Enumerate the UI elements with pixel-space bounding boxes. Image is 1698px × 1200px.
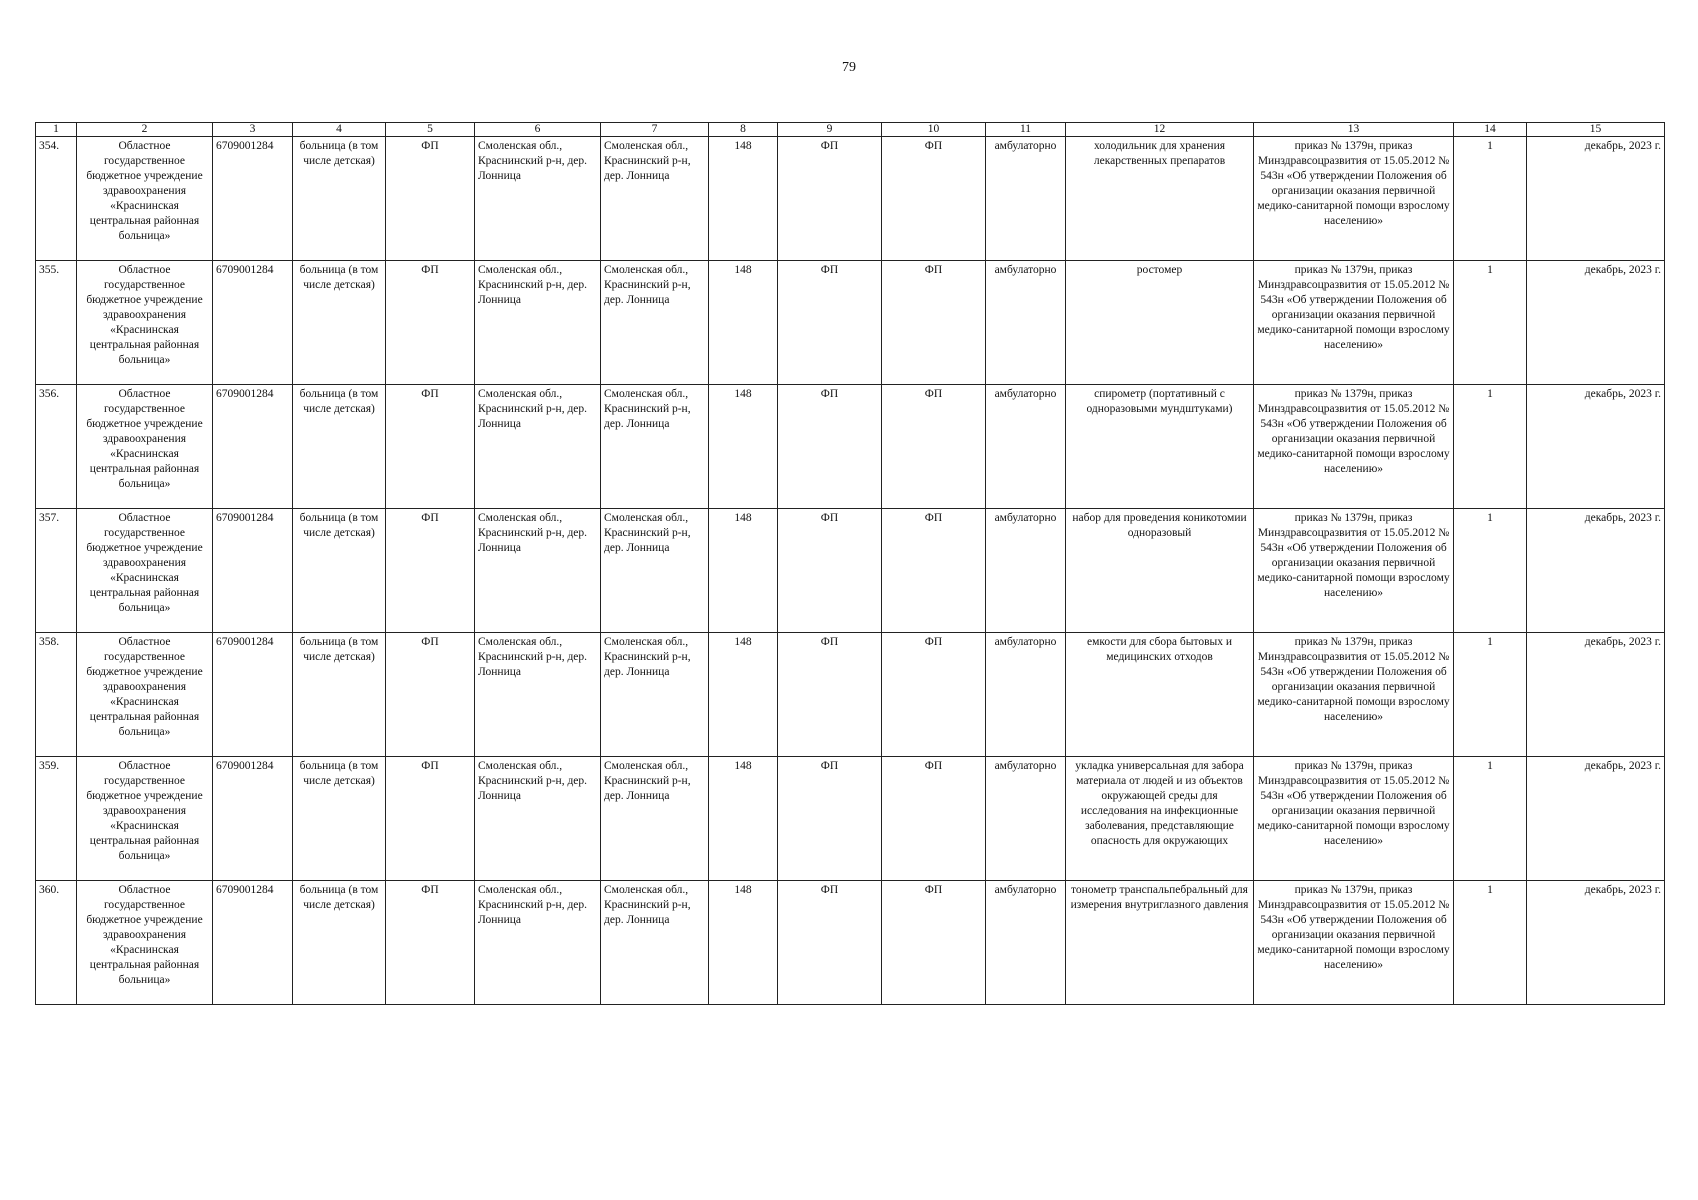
institution-name: Областное государственное бюджетное учреждение здравоохранения «Краснинская центральная районная больница» — [77, 261, 213, 385]
column-header: 12 — [1066, 123, 1254, 137]
unit-type: ФП — [386, 633, 475, 757]
address: Смоленская обл., Краснинский р-н, дер. Лонница — [475, 385, 601, 509]
inn: 6709001284 — [213, 509, 293, 633]
inn: 6709001284 — [213, 633, 293, 757]
inn: 6709001284 — [213, 881, 293, 1005]
quantity: 1 — [1454, 633, 1527, 757]
unit-type: ФП — [778, 757, 882, 881]
table-row — [36, 633, 1665, 757]
institution-name: Областное государственное бюджетное учреждение здравоохранения «Краснинская центральная районная больница» — [77, 633, 213, 757]
facility-type: больница (в том числе детская) — [293, 633, 386, 757]
equipment-name: укладка универсальная для забора материала от людей и из объектов окружающей среды для исследования на инфекционные заболевания, представляющие опасность для окружающих — [1066, 757, 1254, 881]
column-header: 2 — [77, 123, 213, 137]
row-number: 355. — [36, 261, 77, 385]
care-mode: амбулаторно — [986, 509, 1066, 633]
population: 148 — [709, 385, 778, 509]
care-mode: амбулаторно — [986, 261, 1066, 385]
column-header: 14 — [1454, 123, 1527, 137]
equipment-name: холодильник для хранения лекарственных препаратов — [1066, 137, 1254, 261]
care-mode: амбулаторно — [986, 633, 1066, 757]
unit-type: ФП — [386, 881, 475, 1005]
address: Смоленская обл., Краснинский р-н, дер. Лонница — [601, 137, 709, 261]
unit-type: ФП — [386, 385, 475, 509]
table-row — [36, 509, 1665, 633]
quantity: 1 — [1454, 881, 1527, 1005]
unit-type: ФП — [778, 137, 882, 261]
address: Смоленская обл., Краснинский р-н, дер. Лонница — [475, 881, 601, 1005]
institution-name: Областное государственное бюджетное учреждение здравоохранения «Краснинская центральная районная больница» — [77, 757, 213, 881]
unit-type: ФП — [386, 137, 475, 261]
quantity: 1 — [1454, 385, 1527, 509]
facility-type: больница (в том числе детская) — [293, 261, 386, 385]
unit-type: ФП — [882, 757, 986, 881]
column-header: 1 — [36, 123, 77, 137]
population: 148 — [709, 509, 778, 633]
column-header: 10 — [882, 123, 986, 137]
equipment-name: тонометр транспальпебральный для измерения внутриглазного давления — [1066, 881, 1254, 1005]
column-header: 5 — [386, 123, 475, 137]
facility-type: больница (в том числе детская) — [293, 881, 386, 1005]
row-number: 359. — [36, 757, 77, 881]
column-header: 13 — [1254, 123, 1454, 137]
legal-basis: приказ № 1379н, приказ Минздравсоцразвития от 15.05.2012 № 543н «Об утверждении Положения об организации оказания первичной медико-санитарной помощи взрослому населению» — [1254, 633, 1454, 757]
legal-basis: приказ № 1379н, приказ Минздравсоцразвития от 15.05.2012 № 543н «Об утверждении Положения об организации оказания первичной медико-санитарной помощи взрослому населению» — [1254, 881, 1454, 1005]
unit-type: ФП — [778, 261, 882, 385]
population: 148 — [709, 137, 778, 261]
institution-name: Областное государственное бюджетное учреждение здравоохранения «Краснинская центральная районная больница» — [77, 385, 213, 509]
legal-basis: приказ № 1379н, приказ Минздравсоцразвития от 15.05.2012 № 543н «Об утверждении Положения об организации оказания первичной медико-санитарной помощи взрослому населению» — [1254, 757, 1454, 881]
row-number: 357. — [36, 509, 77, 633]
legal-basis: приказ № 1379н, приказ Минздравсоцразвития от 15.05.2012 № 543н «Об утверждении Положения об организации оказания первичной медико-санитарной помощи взрослому населению» — [1254, 509, 1454, 633]
table-row — [36, 137, 1665, 261]
population: 148 — [709, 757, 778, 881]
equipment-name: емкости для сбора бытовых и медицинских отходов — [1066, 633, 1254, 757]
quantity: 1 — [1454, 137, 1527, 261]
due-date: декабрь, 2023 г. — [1527, 509, 1665, 633]
equipment-name: спирометр (портативный с одноразовыми мундштуками) — [1066, 385, 1254, 509]
due-date: декабрь, 2023 г. — [1527, 261, 1665, 385]
unit-type: ФП — [778, 509, 882, 633]
facility-type: больница (в том числе детская) — [293, 509, 386, 633]
address: Смоленская обл., Краснинский р-н, дер. Лонница — [601, 757, 709, 881]
page-number: 79 — [842, 60, 856, 75]
facility-type: больница (в том числе детская) — [293, 385, 386, 509]
row-number: 354. — [36, 137, 77, 261]
column-header: 3 — [213, 123, 293, 137]
address: Смоленская обл., Краснинский р-н, дер. Лонница — [601, 633, 709, 757]
unit-type: ФП — [882, 881, 986, 1005]
table-row — [36, 385, 1665, 509]
due-date: декабрь, 2023 г. — [1527, 137, 1665, 261]
unit-type: ФП — [882, 385, 986, 509]
legal-basis: приказ № 1379н, приказ Минздравсоцразвития от 15.05.2012 № 543н «Об утверждении Положения об организации оказания первичной медико-санитарной помощи взрослому населению» — [1254, 385, 1454, 509]
inn: 6709001284 — [213, 385, 293, 509]
row-number: 356. — [36, 385, 77, 509]
unit-type: ФП — [882, 137, 986, 261]
institution-name: Областное государственное бюджетное учреждение здравоохранения «Краснинская центральная районная больница» — [77, 137, 213, 261]
unit-type: ФП — [386, 509, 475, 633]
institution-name: Областное государственное бюджетное учреждение здравоохранения «Краснинская центральная районная больница» — [77, 509, 213, 633]
table-row — [36, 757, 1665, 881]
due-date: декабрь, 2023 г. — [1527, 757, 1665, 881]
column-header: 6 — [475, 123, 601, 137]
population: 148 — [709, 261, 778, 385]
population: 148 — [709, 881, 778, 1005]
address: Смоленская обл., Краснинский р-н, дер. Лонница — [475, 757, 601, 881]
address: Смоленская обл., Краснинский р-н, дер. Лонница — [475, 509, 601, 633]
legal-basis: приказ № 1379н, приказ Минздравсоцразвития от 15.05.2012 № 543н «Об утверждении Положения об организации оказания первичной медико-санитарной помощи взрослому населению» — [1254, 137, 1454, 261]
address: Смоленская обл., Краснинский р-н, дер. Лонница — [601, 881, 709, 1005]
quantity: 1 — [1454, 757, 1527, 881]
due-date: декабрь, 2023 г. — [1527, 633, 1665, 757]
column-header: 9 — [778, 123, 882, 137]
care-mode: амбулаторно — [986, 881, 1066, 1005]
care-mode: амбулаторно — [986, 757, 1066, 881]
care-mode: амбулаторно — [986, 137, 1066, 261]
unit-type: ФП — [778, 385, 882, 509]
due-date: декабрь, 2023 г. — [1527, 881, 1665, 1005]
header-row — [36, 123, 1665, 137]
legal-basis: приказ № 1379н, приказ Минздравсоцразвития от 15.05.2012 № 543н «Об утверждении Положения об организации оказания первичной медико-санитарной помощи взрослому населению» — [1254, 261, 1454, 385]
inn: 6709001284 — [213, 757, 293, 881]
equipment-name: ростомер — [1066, 261, 1254, 385]
quantity: 1 — [1454, 509, 1527, 633]
column-header: 15 — [1527, 123, 1665, 137]
quantity: 1 — [1454, 261, 1527, 385]
table-row — [36, 881, 1665, 1005]
due-date: декабрь, 2023 г. — [1527, 385, 1665, 509]
row-number: 360. — [36, 881, 77, 1005]
institution-name: Областное государственное бюджетное учреждение здравоохранения «Краснинская центральная районная больница» — [77, 881, 213, 1005]
address: Смоленская обл., Краснинский р-н, дер. Лонница — [475, 137, 601, 261]
equipment-name: набор для проведения коникотомии одноразовый — [1066, 509, 1254, 633]
unit-type: ФП — [882, 509, 986, 633]
address: Смоленская обл., Краснинский р-н, дер. Лонница — [601, 509, 709, 633]
equipment-table — [35, 122, 1665, 1005]
care-mode: амбулаторно — [986, 385, 1066, 509]
inn: 6709001284 — [213, 137, 293, 261]
facility-type: больница (в том числе детская) — [293, 137, 386, 261]
unit-type: ФП — [882, 261, 986, 385]
inn: 6709001284 — [213, 261, 293, 385]
address: Смоленская обл., Краснинский р-н, дер. Лонница — [475, 261, 601, 385]
column-header: 8 — [709, 123, 778, 137]
column-header: 4 — [293, 123, 386, 137]
address: Смоленская обл., Краснинский р-н, дер. Лонница — [475, 633, 601, 757]
address: Смоленская обл., Краснинский р-н, дер. Лонница — [601, 261, 709, 385]
unit-type: ФП — [778, 881, 882, 1005]
column-header: 7 — [601, 123, 709, 137]
unit-type: ФП — [386, 757, 475, 881]
population: 148 — [709, 633, 778, 757]
facility-type: больница (в том числе детская) — [293, 757, 386, 881]
column-header: 11 — [986, 123, 1066, 137]
table-row — [36, 261, 1665, 385]
unit-type: ФП — [778, 633, 882, 757]
address: Смоленская обл., Краснинский р-н, дер. Лонница — [601, 385, 709, 509]
unit-type: ФП — [386, 261, 475, 385]
unit-type: ФП — [882, 633, 986, 757]
row-number: 358. — [36, 633, 77, 757]
